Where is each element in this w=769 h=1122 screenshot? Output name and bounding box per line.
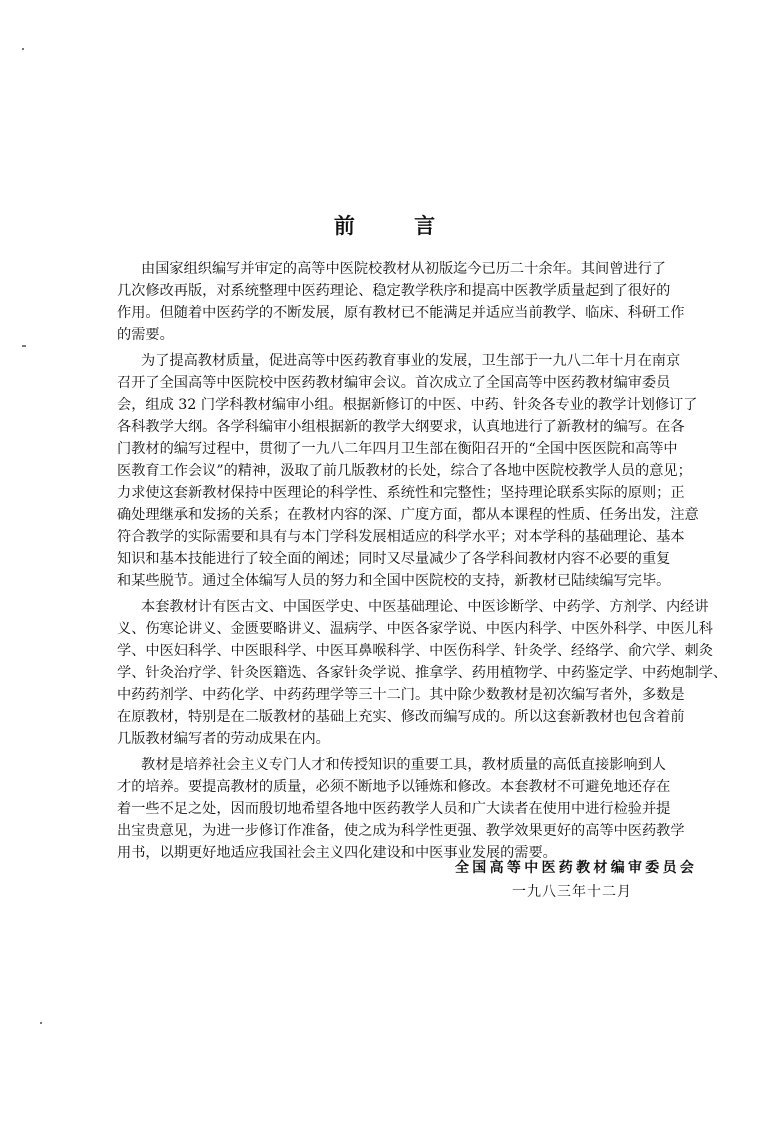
text-line: 符合教学的实际需要和具有与本门学科发展相适应的科学水平；对本学科的基础理论、基本 — [117, 529, 685, 545]
text-line: 为了提高教材质量，促进高等中医药教育事业的发展，卫生部于一九八二年十月在南京 — [141, 353, 681, 369]
scan-speck — [40, 1022, 42, 1024]
paragraph — [117, 754, 685, 864]
paragraph — [117, 258, 685, 346]
text-line: 义、伤寒论讲义、金匮要略讲义、温病学、中医各家学说、中医内科学、中医外科学、中医儿科 — [117, 621, 713, 637]
text-line: 确处理继承和发扬的关系；在教材内容的深、广度方面，都从本课程的性质、任务出发，注意 — [117, 507, 699, 523]
text-line: 作用。但随着中医药学的不断发展，原有教材已不能满足并适应当前教学、临床、科研工作 — [117, 305, 685, 321]
text-line: 才的培养。要提高教材的质量，必须不断地予以锤炼和修改。本套教材不可避免地还存在 — [117, 779, 671, 795]
text-line: 和某些脱节。通过全体编写人员的努力和全国中医院校的支持，新教材已陆续编写完毕。 — [117, 573, 671, 589]
text-line: 召开了全国高等中医院校中医药教材编审会议。首次成立了全国高等中医药教材编审委员 — [117, 375, 671, 391]
text-line: 门教材的编写过程中，贯彻了一九八二年四月卫生部在衡阳召开的“全国中医医院和高等中 — [117, 441, 678, 457]
paragraph — [117, 350, 699, 592]
page-title: 前 言 — [333, 213, 462, 238]
text-line: 学、针灸治疗学、针灸医籍选、各家针灸学说、推拿学、药用植物学、中药鉴定学、中药炮制学、 — [117, 665, 728, 681]
text-line: 着一些不足之处，因而殷切地希望各地中医药教学人员和广大读者在使用中进行检验并提 — [117, 801, 671, 817]
text-line: 在原教材，特别是在二版教材的基础上充实、修改而编写成的。所以这套新教材也包含着前 — [117, 709, 685, 725]
text-line: 医教育工作会议”的精神，汲取了前几版教材的长处，综合了各地中医院校教学人员的意见； — [117, 463, 692, 479]
text-line: 本套教材计有医古文、中国医学史、中医基础理论、中医诊断学、中药学、方剂学、内经讲 — [141, 599, 709, 615]
text-line: 用书，以期更好地适应我国社会主义四化建设和中医事业发展的需要。 — [117, 845, 557, 861]
text-line: 的需要。 — [117, 327, 174, 343]
text-line: 知识和基本技能进行了较全面的阐述；同时又尽量减少了各学科间教材内容不必要的重复 — [117, 551, 671, 567]
text-line: 力求使这套新教材保持中医理论的科学性、系统性和完整性；坚持理论联系实际的原则；正 — [117, 485, 685, 501]
text-line: 学、中医妇科学、中医眼科学、中医耳鼻喉科学、中医伤科学、针灸学、经络学、俞穴学、刺灸 — [117, 643, 713, 659]
text-line: 各科教学大纲。各学科编审小组根据新的教学大纲要求，认真地进行了新教材的编写。在各 — [117, 419, 685, 435]
scan-speck — [22, 345, 26, 347]
scan-speck — [22, 48, 24, 50]
text-line: 出宝贵意见，为进一步修订作准备，使之成为科学性更强、教学效果更好的高等中医药教学 — [117, 823, 685, 839]
text-line: 中药药剂学、中药化学、中药药理学等三十二门。其中除少数教材是初次编写者外，多数是 — [117, 687, 685, 703]
text-line: 会，组成 32 门学科教材编审小组。根据新修订的中医、中药、针灸各专业的教学计划修订了 — [117, 397, 698, 413]
signature: 全国高等中医药教材编审委员会 — [455, 860, 698, 876]
text-line: 几次修改再版，对系统整理中医药理论、稳定教学秩序和提高中医教学质量起到了很好的 — [117, 283, 671, 299]
text-line: 几版教材编写者的劳动成果在内。 — [117, 731, 330, 747]
paragraph — [117, 596, 728, 750]
text-line: 由国家组织编写并审定的高等中医院校教材从初版迄今已历二十余年。其间曾进行了 — [141, 261, 666, 277]
preface-body — [117, 258, 728, 868]
date: 一九八三年十二月 — [512, 884, 632, 900]
text-line: 教材是培养社会主义专门人才和传授知识的重要工具，教材质量的高低直接影响到人 — [141, 757, 666, 773]
